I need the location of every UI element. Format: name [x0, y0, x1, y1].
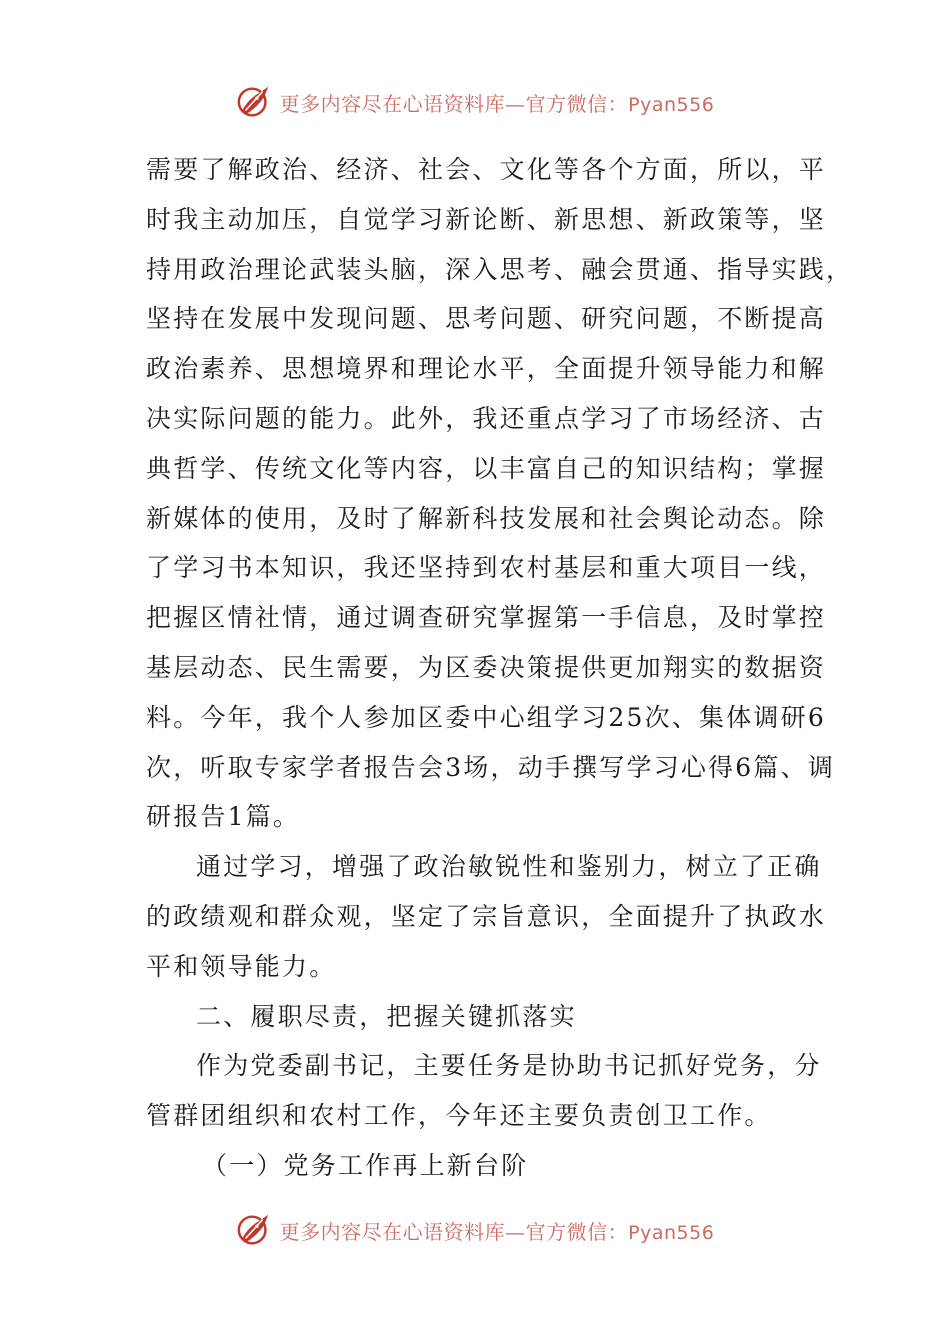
body-line: 把握区情社情，通过调查研究掌握第一手信息，及时掌控 [146, 603, 827, 633]
body-line: 管群团组织和农村工作，今年还主要负责创卫工作。 [146, 1101, 772, 1131]
watermark-account: Pyan556 [628, 93, 715, 116]
document-body [146, 145, 854, 1191]
watermark-brand: 更多内容尽在心语资料库 [279, 1219, 506, 1244]
watermark-text [280, 1216, 715, 1245]
watermark-label: 官方微信： [525, 91, 629, 116]
footer-watermark [0, 1210, 950, 1250]
body-line: 持用政治理论武装头脑，深入思考、融会贯通、指导实践， [146, 254, 854, 284]
body-line: 决实际问题的能力。此外，我还重点学习了市场经济、古 [146, 403, 827, 433]
body-line: 基层动态、民生需要，为区委决策提供更加翔实的数据资 [146, 652, 827, 682]
pen-nib-circle-icon [236, 1211, 274, 1249]
body-line: 次，听取专家学者报告会3场，动手撰写学习心得6篇、调 [146, 752, 836, 782]
body-line: 的政绩观和群众观，坚定了宗旨意识，全面提升了执政水 [146, 901, 827, 931]
body-line: 新媒体的使用，及时了解新科技发展和社会舆论动态。除 [146, 503, 827, 533]
watermark-label: 官方微信： [525, 1219, 629, 1244]
body-line: 了学习书本知识，我还坚持到农村基层和重大项目一线， [146, 553, 827, 583]
body-line: 二、履职尽责，把握关键抓落实 [196, 1001, 577, 1031]
body-line: 时我主动加压，自觉学习新论断、新思想、新政策等，坚 [146, 204, 827, 234]
body-line: 通过学习，增强了政治敏锐性和鉴别力，树立了正确 [196, 852, 822, 882]
watermark-separator: — [505, 91, 526, 116]
body-line: 政治素养、思想境界和理论水平，全面提升领导能力和解 [146, 354, 827, 384]
watermark-brand: 更多内容尽在心语资料库 [279, 91, 506, 116]
header-watermark [0, 82, 950, 122]
body-line: 典哲学、传统文化等内容，以丰富自己的知识结构；掌握 [146, 453, 827, 483]
body-line: 料。今年，我个人参加区委中心组学习25次、集体调研6 [146, 702, 826, 732]
body-line: （一）党务工作再上新台阶 [202, 1150, 529, 1180]
watermark-account: Pyan556 [628, 1221, 715, 1244]
body-line: 坚持在发展中发现问题、思考问题、研究问题，不断提高 [146, 304, 827, 334]
body-line: 平和领导能力。 [146, 951, 337, 981]
body-line: 研报告1篇。 [146, 802, 301, 832]
watermark-separator: — [505, 1219, 526, 1244]
body-line: 需要了解政治、经济、社会、文化等各个方面，所以，平 [146, 155, 827, 184]
watermark-text [280, 88, 715, 117]
pen-nib-circle-icon [236, 83, 274, 121]
body-line: 作为党委副书记，主要任务是协助书记抓好党务，分 [196, 1051, 822, 1081]
